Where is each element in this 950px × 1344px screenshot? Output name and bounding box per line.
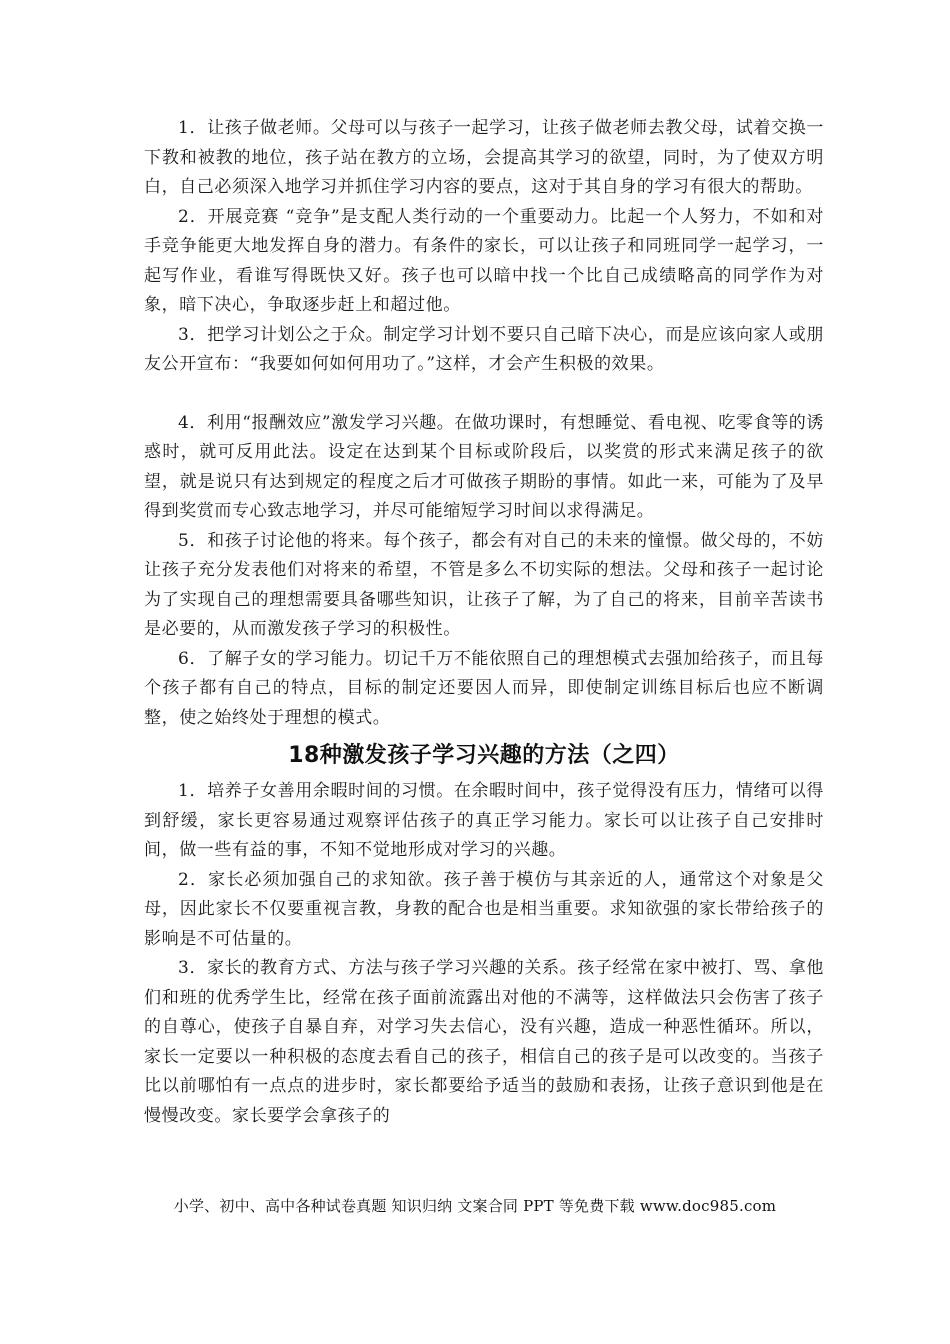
section-1 bbox=[144, 114, 824, 733]
section-heading: 18种激发孩子学习兴趣的方法（之四） bbox=[288, 743, 680, 768]
paragraph-item-1: 1．让孩子做老师。父母可以与孩子一起学习，让孩子做老师去教父母，试着交换一下教和被教的地位，孩子站在教方的立场，会提高其学习的欲望，同时，为了使双方明白，自己必须深入地学习并抓住学习内容的要点，这对于其自身的学习有很大的帮助。 bbox=[144, 118, 824, 197]
paragraph-item-3: 3．家长的教育方式、方法与孩子学习兴趣的关系。孩子经常在家中被打、骂、拿他们和班的优秀学生比，经常在孩子面前流露出对他的不满等，这样做法只会伤害了孩子的自尊心，使孩子自暴自弃，对学习失去信心，没有兴趣，造成一种恶性循环。所以，家长一定要以一种积极的态度去看自己的孩子，相信自己的孩子是可以改变的。当孩子比以前哪怕有一点点的进步时，家长都要给予适当的鼓励和表扬，让孩子意识到他是在慢慢改变。家长要学会拿孩子的 bbox=[144, 958, 824, 1126]
paragraph-item-1: 1．培养子女善用余暇时间的习惯。在余暇时间中，孩子觉得没有压力，情绪可以得到舒缓，家长更容易通过观察评估孩子的真正学习能力。家长可以让孩子自己安排时间，做一些有益的事，不知不觉地形成对学习的兴趣。 bbox=[144, 781, 824, 860]
paragraph-item-5: 5．和孩子讨论他的将来。每个孩子，都会有对自己的未来的憧憬。做父母的，不妨让孩子充分发表他们对将来的希望，不管是多么不切实际的想法。父母和孩子一起讨论为了实现自己的理想需要具备哪些知识，让孩子了解，为了自己的将来，目前辛苦读书是必要的，从而激发孩子学习的积极性。 bbox=[144, 530, 824, 639]
paragraph-item-4: 4．利用“报酬效应”激发学习兴趣。在做功课时，有想睡觉、看电视、吃零食等的诱惑时，就可反用此法。设定在达到某个目标或阶段后，以奖赏的形式来满足孩子的欲望，就是说只有达到规定的程度之后才可做孩子期盼的事情。如此一来，可能为了及早得到奖赏而专心致志地学习，并尽可能缩短学习时间以求得满足。 bbox=[144, 412, 824, 521]
page-footer: 小学、初中、高中各种试卷真题 知识归纳 文案合同 PPT 等免费下载 www.doc985.com bbox=[173, 1197, 777, 1215]
document-page bbox=[144, 114, 824, 1131]
paragraph-item-6: 6．了解子女的学习能力。切记千万不能依照自己的理想模式去强加给孩子，而且每个孩子都有自己的特点，目标的制定还要因人而异，即使制定训练目标后也应不断调整，使之始终处于理想的模式。 bbox=[144, 648, 824, 728]
section-2 bbox=[144, 777, 824, 1131]
paragraph-item-3: 3．把学习计划公之于众。制定学习计划不要只自己暗下决心，而是应该向家人或朋友公开宣布：“我要如何如何用功了。”这样，才会产生积极的效果。 bbox=[144, 324, 824, 374]
paragraph-item-2: 2．家长必须加强自己的求知欲。孩子善于模仿与其亲近的人，通常这个对象是父母，因此家长不仅要重视言教，身教的配合也是相当重要。求知欲强的家长带给孩子的影响是不可估量的。 bbox=[144, 869, 824, 949]
paragraph-item-2: 2．开展竞赛 “竞争”是支配人类行动的一个重要动力。比起一个人努力，不如和对手竞争能更大地发挥自身的潜力。有条件的家长，可以让孩子和同班同学一起学习，一起写作业，看谁写得既快又好。孩子也可以暗中找一个比自己成绩略高的同学作为对象，暗下决心，争取逐步赶上和超过他。 bbox=[144, 206, 824, 315]
